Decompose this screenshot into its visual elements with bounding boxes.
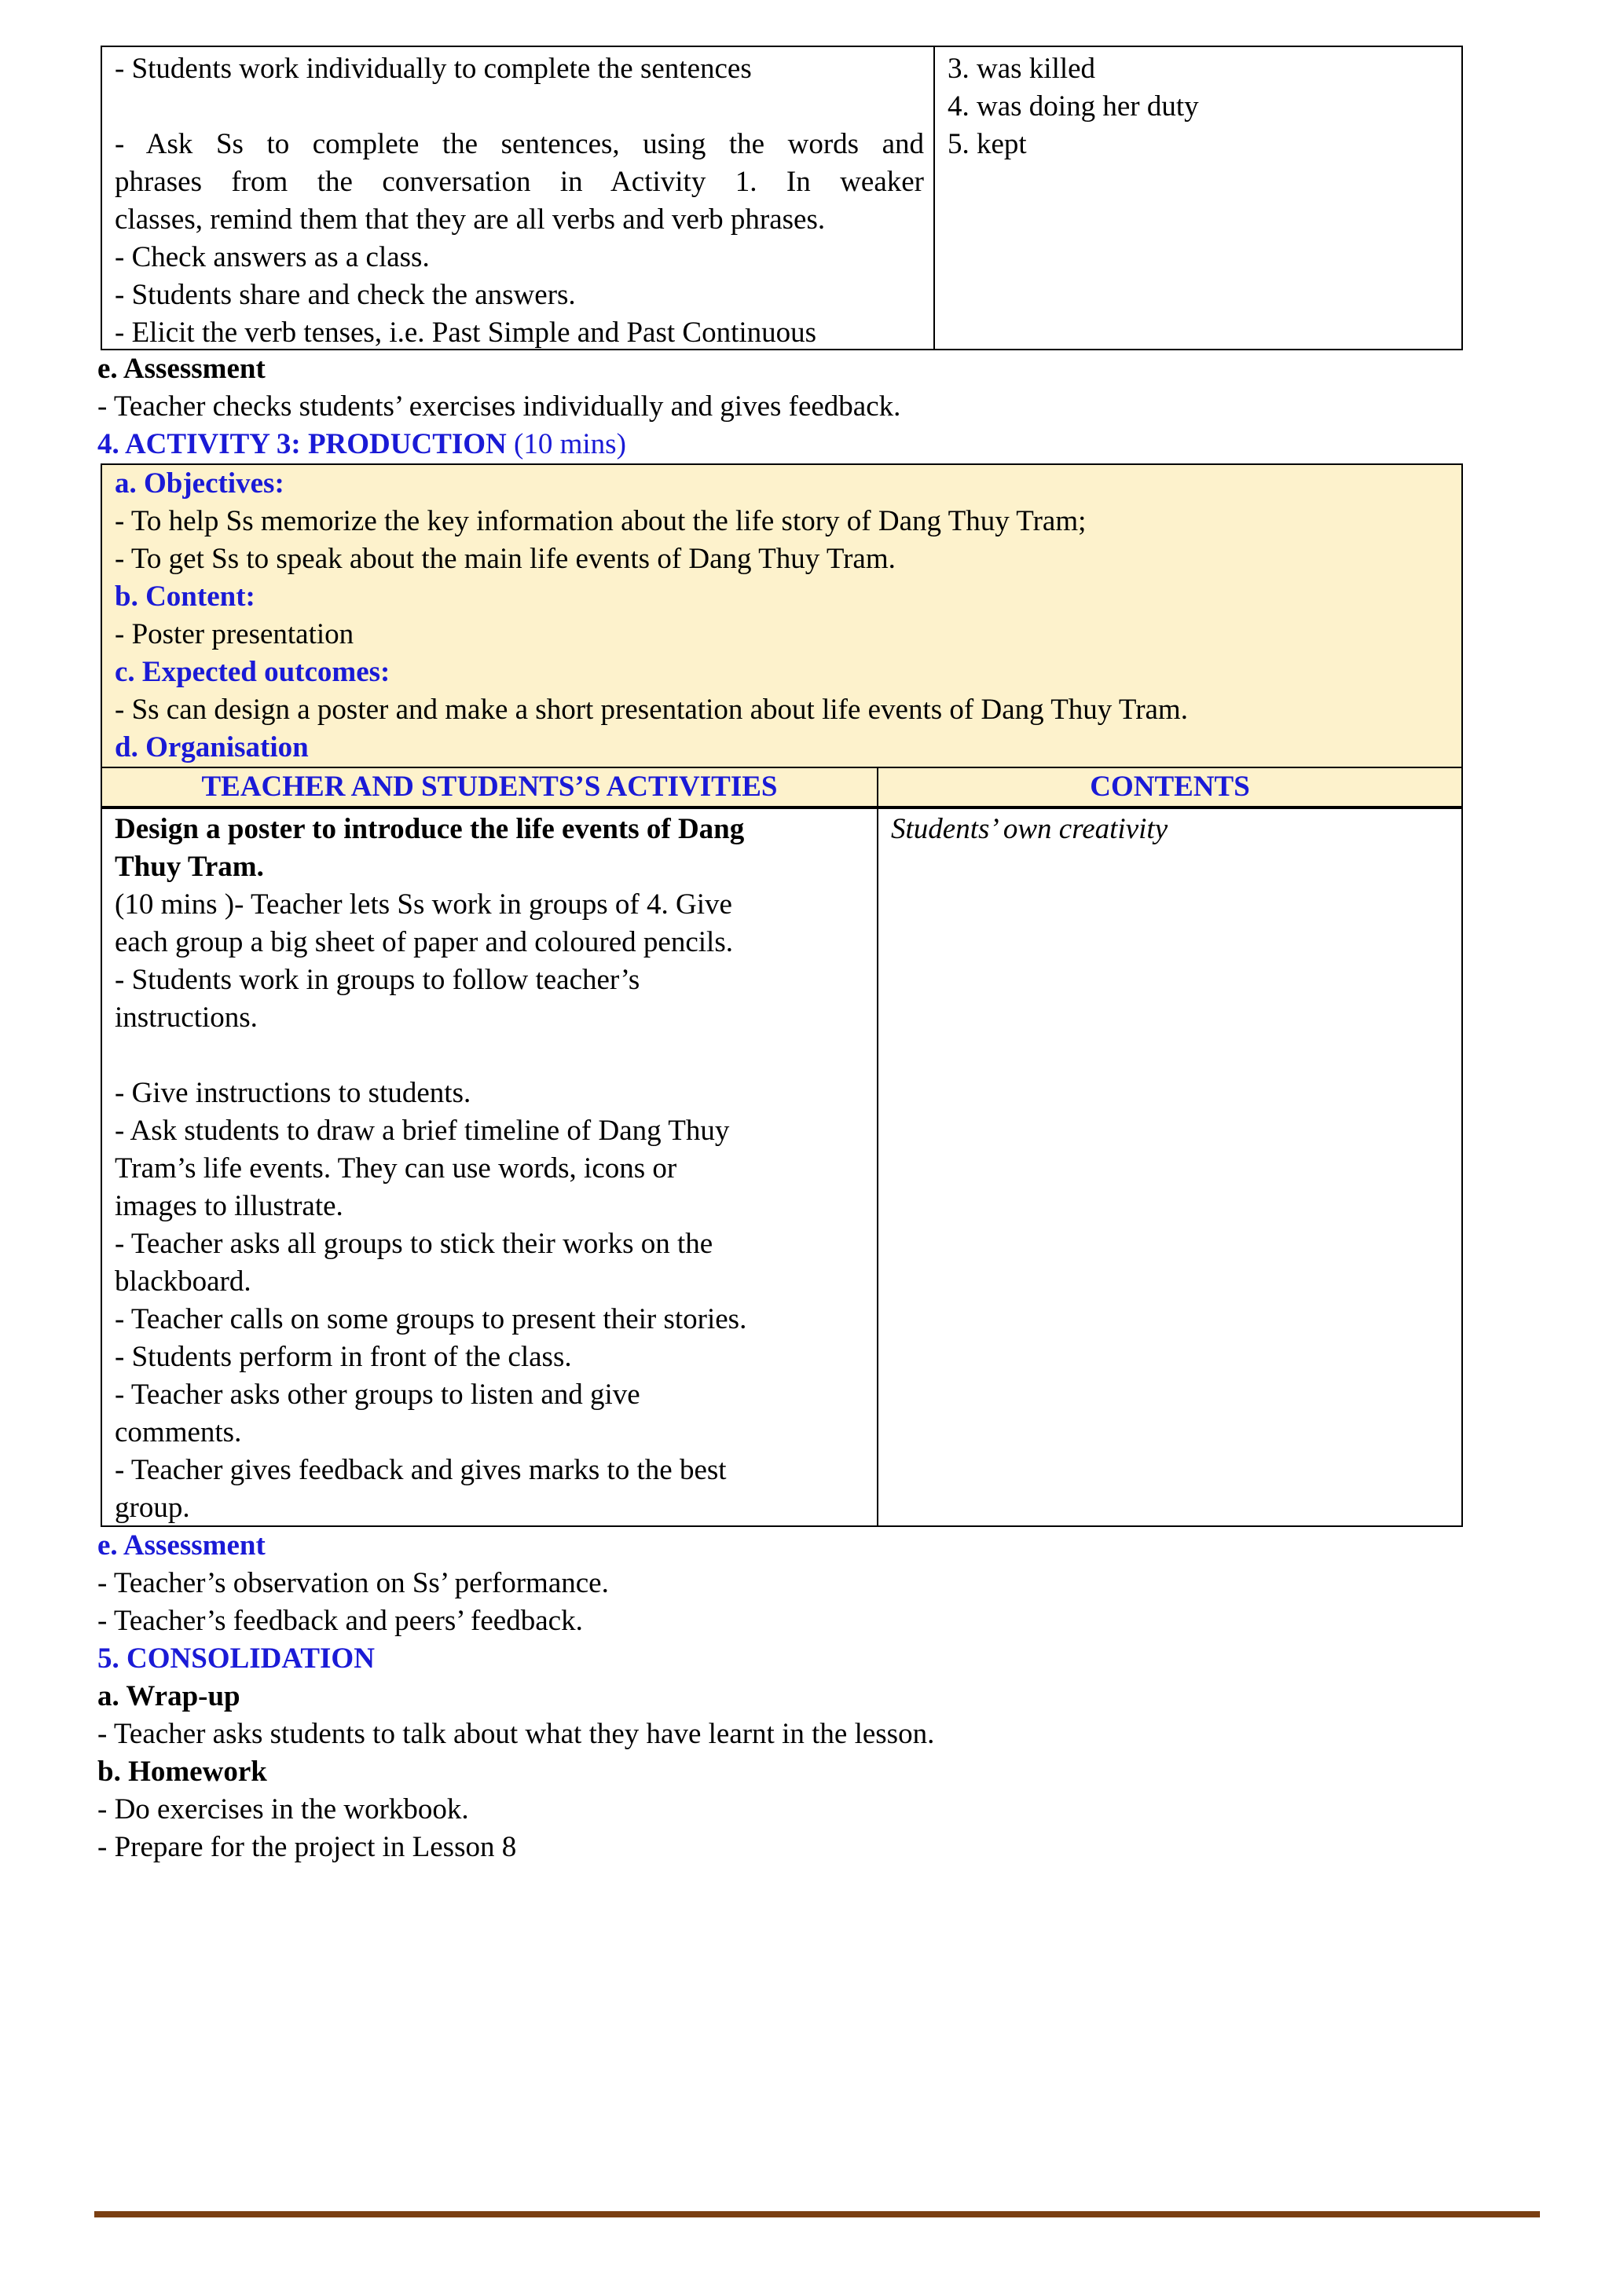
assessment-line: - Teacher’s observation on Ss’ performance.: [97, 1567, 609, 1599]
wrapup-text: - Teacher asks students to talk about what they have learnt in the lesson.: [97, 1718, 935, 1750]
consolidation-heading: 5. CONSOLIDATION: [97, 1642, 375, 1675]
homework-line: - Do exercises in the workbook.: [97, 1793, 469, 1825]
activity-line: comments.: [115, 1416, 242, 1448]
answers-table: [101, 46, 1463, 350]
objectives-heading: a. Objectives:: [115, 467, 284, 500]
activity-line: - Teacher asks all groups to stick their works on the: [115, 1228, 713, 1260]
assessment-line: - Teacher’s feedback and peers’ feedback.: [97, 1605, 583, 1637]
organisation-heading: d. Organisation: [115, 731, 309, 764]
footer-rule: [94, 2211, 1540, 2217]
objective-line: - To help Ss memorize the key information about the life story of Dang Thuy Tram;: [115, 505, 1087, 537]
activity-line: - Students work in groups to follow teacher’s: [115, 964, 640, 996]
answer-line: 3. was killed: [948, 53, 1096, 85]
activity-line: instructions.: [115, 1002, 258, 1034]
outcomes-line: - Ss can design a poster and make a short presentation about life events of Dang Thuy Tram.: [115, 694, 1188, 726]
activity3-title: 4. ACTIVITY 3: PRODUCTION: [97, 428, 507, 460]
activity-line: - Teacher asks other groups to listen and give: [115, 1379, 640, 1411]
activity-line: blackboard.: [115, 1265, 251, 1298]
header-activities: [102, 768, 877, 806]
activity-line: (10 mins )- Teacher lets Ss work in groups of 4. Give: [115, 888, 732, 921]
procedure-line: - Elicit the verb tenses, i.e. Past Simple and Past Continuous: [115, 317, 817, 349]
activity3-time: (10 mins): [506, 428, 626, 460]
answer-line: 5. kept: [948, 128, 1027, 160]
assessment-heading: e. Assessment: [97, 1529, 266, 1562]
homework-line: - Prepare for the project in Lesson 8: [97, 1831, 517, 1863]
assessment-text: - Teacher checks students’ exercises individually and gives feedback.: [97, 390, 901, 423]
header-contents: [878, 768, 1461, 806]
objectives-box: [101, 463, 1463, 807]
outcomes-heading: c. Expected outcomes:: [115, 656, 390, 688]
activity-line: - Students perform in front of the class.: [115, 1341, 572, 1373]
header-activities-label: TEACHER AND STUDENTS’S ACTIVITIES: [201, 771, 778, 803]
task-title-line: Thuy Tram.: [115, 851, 264, 883]
assessment-section-2: [97, 1527, 609, 1640]
table-divider: [877, 768, 878, 1527]
contents-text: Students’ own creativity: [891, 813, 1168, 845]
contents-cell: [878, 809, 1461, 848]
procedure-line: - Students work individually to complete the sentences: [115, 53, 752, 85]
procedure-line: - Students share and check the answers.: [115, 279, 576, 311]
content-line: - Poster presentation: [115, 618, 354, 650]
objectives-content: [102, 465, 1461, 767]
homework-heading: b. Homework: [97, 1756, 267, 1788]
activity-line: - Give instructions to students.: [115, 1077, 471, 1109]
activity-line: - Ask students to draw a brief timeline of Dang Thuy: [115, 1115, 730, 1147]
procedure-line: - Check answers as a class.: [115, 241, 430, 273]
assessment-heading: e. Assessment: [97, 353, 266, 385]
procedure-cell: [102, 47, 933, 352]
activity-line: images to illustrate.: [115, 1190, 343, 1222]
objective-line: - To get Ss to speak about the main life events of Dang Thuy Tram.: [115, 543, 896, 575]
header-contents-label: CONTENTS: [1090, 771, 1250, 803]
answers-cell: [935, 47, 1461, 163]
blank-line: [115, 1037, 867, 1075]
activity-line: - Teacher gives feedback and gives marks to the best: [115, 1454, 727, 1486]
assessment-section-1: [97, 350, 900, 426]
wrapup-heading: a. Wrap-up: [97, 1680, 240, 1712]
activity-line: Tram’s life events. They can use words, icons or: [115, 1152, 677, 1185]
procedure-line: - Ask Ss to complete the sentences, using the words and: [115, 128, 924, 160]
activity-line: group.: [115, 1492, 190, 1524]
task-title-line: Design a poster to introduce the life events of Dang: [115, 813, 745, 845]
procedure-line: phrases from the conversation in Activity 1. In weaker: [115, 166, 924, 198]
answer-line: 4. was doing her duty: [948, 90, 1199, 123]
activities-table: [101, 767, 1463, 1527]
consolidation-section: [97, 1640, 934, 1866]
activities-cell: [102, 809, 877, 1527]
activity3-heading: [97, 426, 626, 463]
procedure-line: classes, remind them that they are all verbs and verb phrases.: [115, 203, 826, 236]
blank-line: [115, 88, 924, 126]
content-heading: b. Content:: [115, 580, 255, 613]
activity-line: each group a big sheet of paper and coloured pencils.: [115, 926, 733, 958]
activity-line: - Teacher calls on some groups to present their stories.: [115, 1303, 747, 1335]
